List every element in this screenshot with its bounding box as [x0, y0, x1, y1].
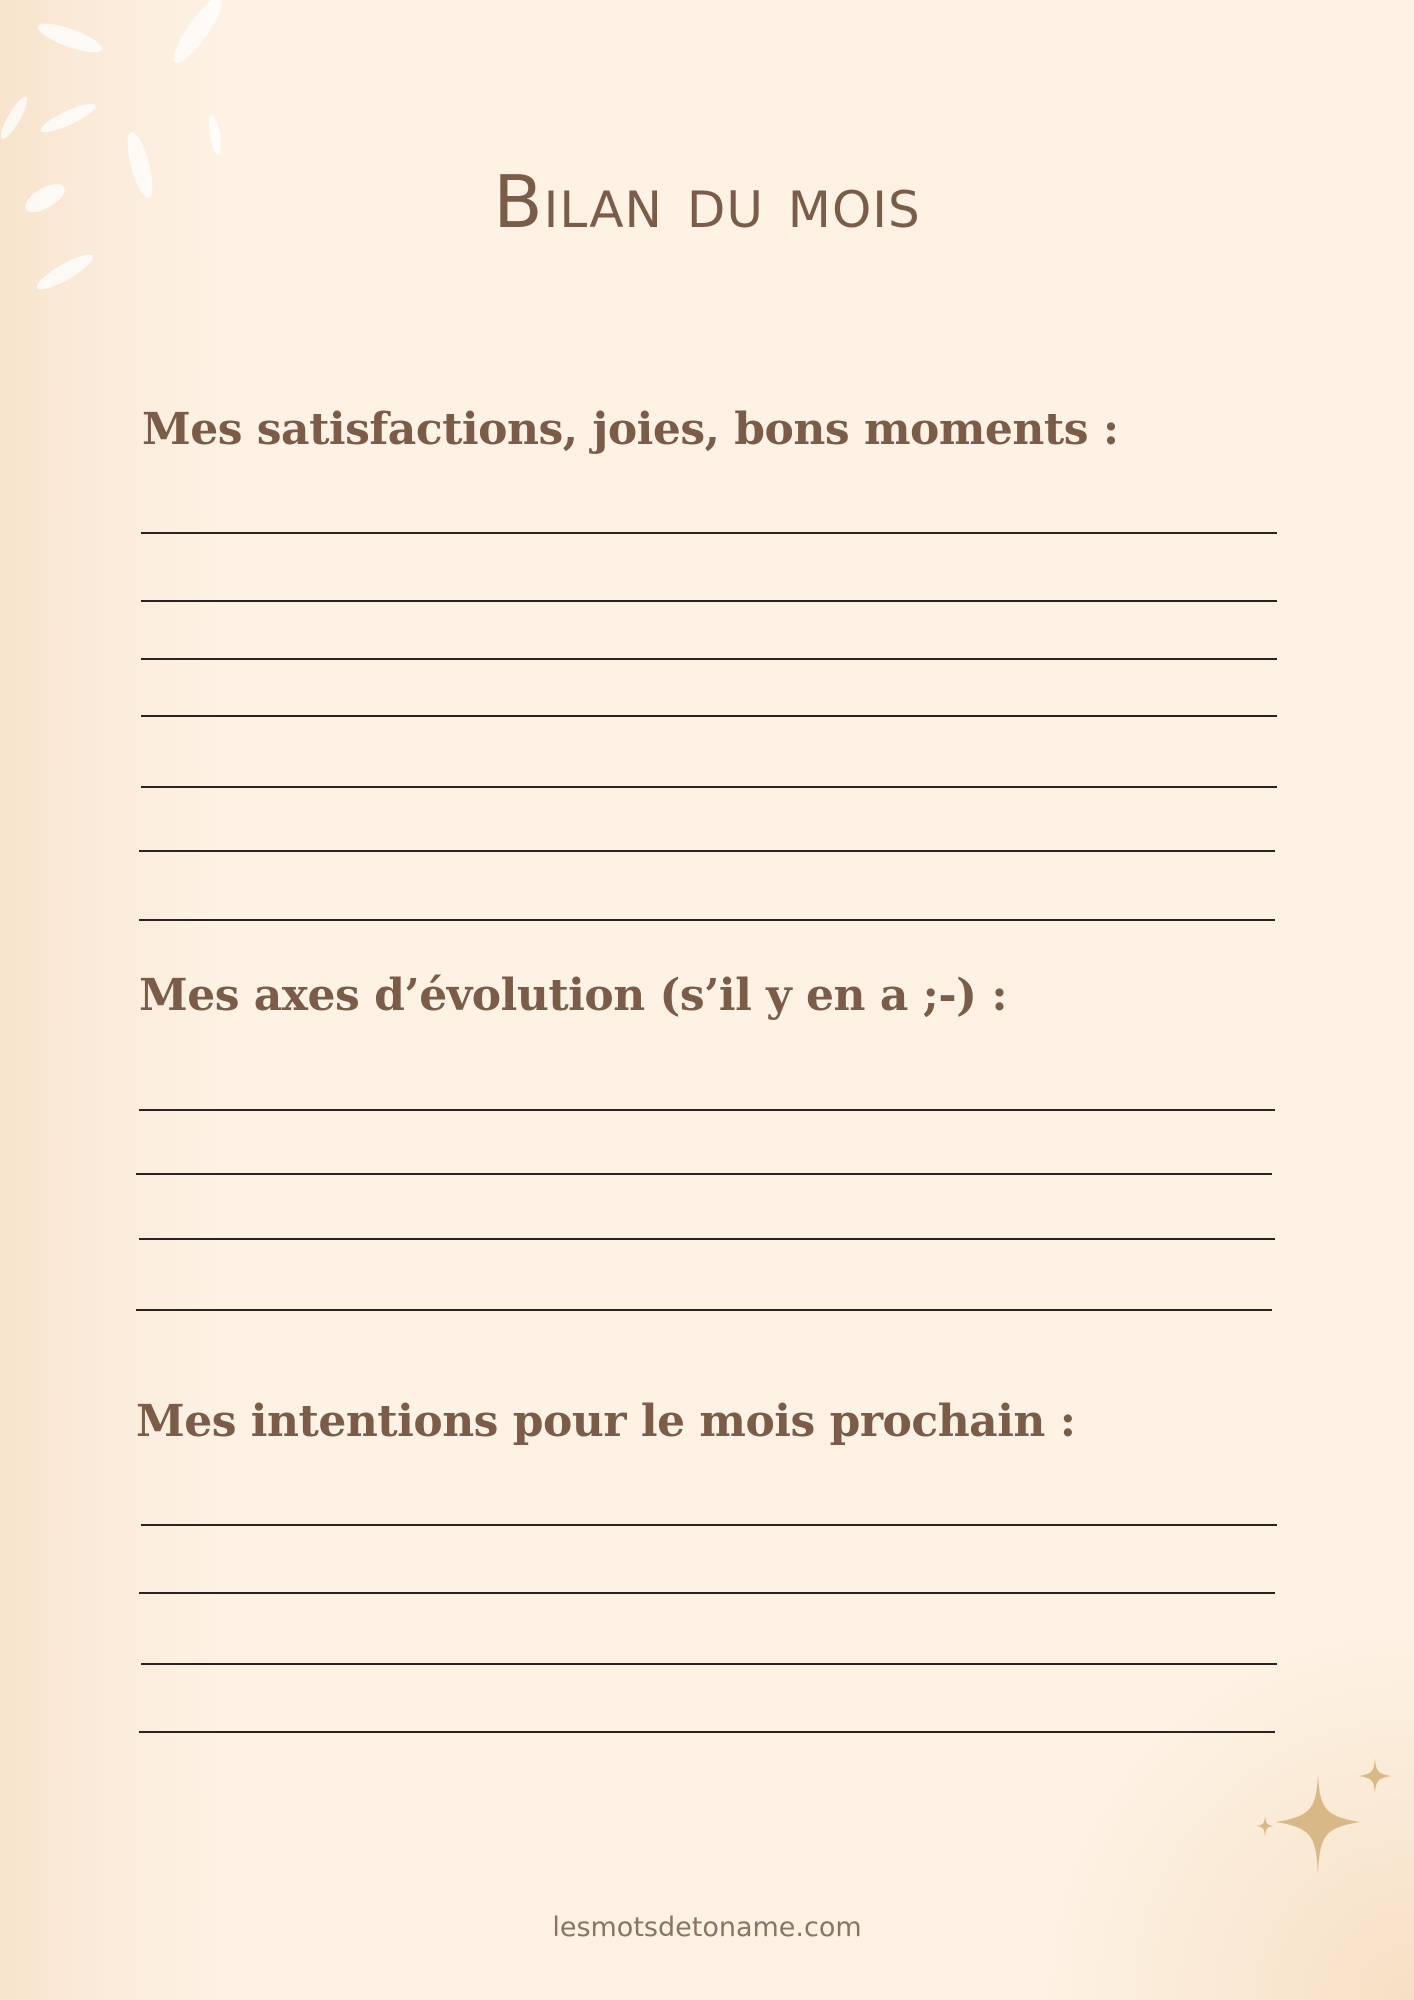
writing-line[interactable]: [139, 919, 1275, 921]
writing-line[interactable]: [139, 1109, 1275, 1111]
writing-line[interactable]: [141, 1663, 1277, 1665]
writing-line[interactable]: [136, 1309, 1272, 1311]
writing-line[interactable]: [141, 658, 1277, 660]
page-title: Bilan du mois: [493, 160, 921, 244]
section-heading-intentions: Mes intentions pour le mois prochain :: [136, 1396, 1076, 1447]
writing-line[interactable]: [136, 1173, 1272, 1175]
writing-line[interactable]: [141, 600, 1277, 602]
writing-line[interactable]: [141, 532, 1277, 534]
writing-line[interactable]: [141, 1524, 1277, 1526]
section-heading-evolution: Mes axes d’évolution (s’il y en a ;-) :: [139, 970, 1008, 1021]
writing-line[interactable]: [141, 786, 1277, 788]
writing-line[interactable]: [139, 1731, 1275, 1733]
footer-website: lesmotsdetoname.com: [552, 1912, 862, 1943]
writing-line[interactable]: [139, 1238, 1275, 1240]
writing-line[interactable]: [139, 1592, 1275, 1594]
writing-line[interactable]: [141, 715, 1277, 717]
writing-line[interactable]: [139, 850, 1275, 852]
sparkle-icon: [1254, 1758, 1404, 1888]
section-heading-satisfactions: Mes satisfactions, joies, bons moments :: [142, 404, 1119, 455]
